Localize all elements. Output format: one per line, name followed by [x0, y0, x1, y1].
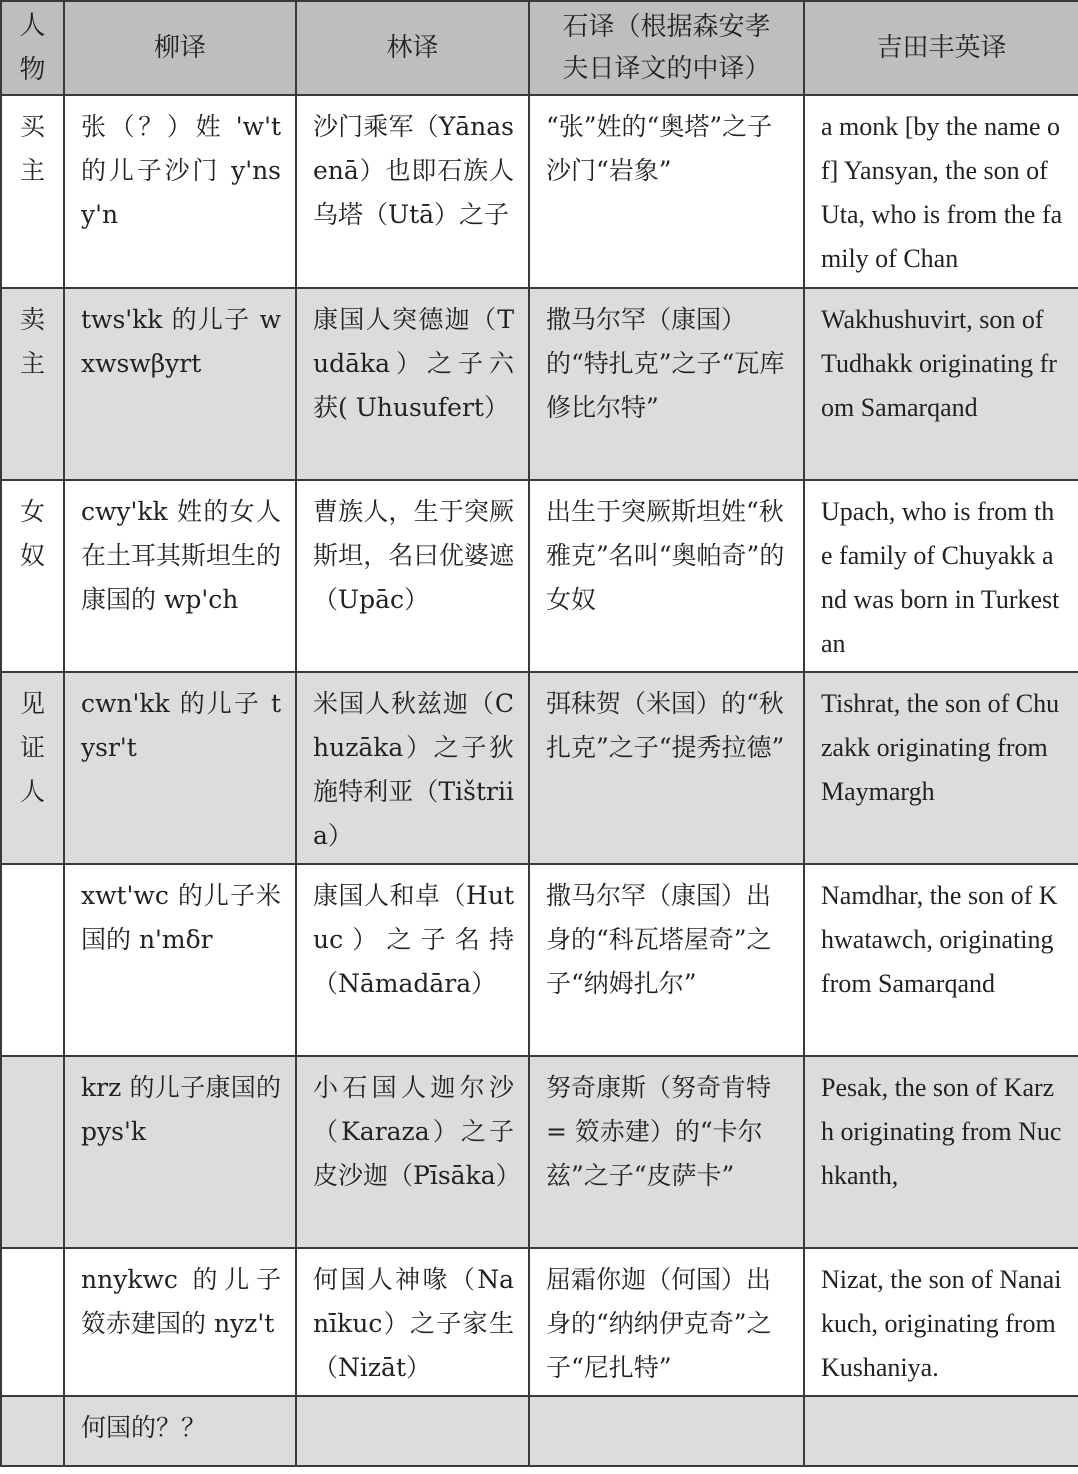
yoshida-cell: Namdhar, the son of Khwatawch, originating from Samarqand [804, 864, 1078, 1056]
yoshida-cell: Nizat, the son of Nanaikuch, originating from Kushaniya. [804, 1248, 1078, 1396]
shi-cell: 努奇康斯（努奇肯特 = 笯赤建）的“卡尔兹”之子“皮萨卡” [529, 1056, 804, 1248]
role-cell [1, 1056, 64, 1248]
header-lin: 林译 [296, 1, 529, 95]
yoshida-cell: Pesak, the son of Karzh originating from Nuchkanth, [804, 1056, 1078, 1248]
shi-cell: 屈霜你迦（何国）出身的“纳纳伊克奇”之子“尼扎特” [529, 1248, 804, 1396]
liu-cell: cwy'kk 姓的女人在土耳其斯坦生的康国的 wp'ch [64, 480, 296, 672]
header-yoshida: 吉田丰英译 [804, 1, 1078, 95]
role-cell: 买主 [1, 95, 64, 288]
liu-cell: cwn'kk 的儿子 tysr't [64, 672, 296, 864]
table-row [1, 1248, 1078, 1396]
header-liu: 柳译 [64, 1, 296, 95]
header-row [1, 1, 1078, 95]
table-row [1, 864, 1078, 1056]
liu-cell: nnykwc 的儿子笯赤建国的 nyz't [64, 1248, 296, 1396]
role-cell [1, 864, 64, 1056]
header-role: 人物 [1, 1, 64, 95]
liu-cell: 何国的？？ [64, 1396, 296, 1466]
lin-cell: 康国人和卓（Hutuc）之子名持（Nāmadāra） [296, 864, 529, 1056]
yoshida-cell: a monk [by the name of] Yansyan, the son of Uta, who is from the family of Chan [804, 95, 1078, 288]
shi-cell: 弭秣贺（米国）的“秋扎克”之子“提秀拉德” [529, 672, 804, 864]
yoshida-cell: Upach, who is from the family of Chuyakk and was born in Turkestan [804, 480, 1078, 672]
header-shi: 石译（根据森安孝夫日译文的中译） [529, 1, 804, 95]
liu-cell: krz 的儿子康国的 pys'k [64, 1056, 296, 1248]
table-row [1, 288, 1078, 480]
table-row [1, 95, 1078, 288]
role-cell [1, 1248, 64, 1396]
role-cell: 见证人 [1, 672, 64, 864]
table-row [1, 672, 1078, 864]
lin-cell: 康国人突德迦（Tudāka）之子六获( Uhusufert） [296, 288, 529, 480]
lin-cell: 沙门乘军（Yānasenā）也即石族人乌塔（Utā）之子 [296, 95, 529, 288]
shi-cell: “张”姓的“奥塔”之子沙门“岩象” [529, 95, 804, 288]
liu-cell: 张（？）姓 'w't 的儿子沙门 y'nsy'n [64, 95, 296, 288]
lin-cell: 小石国人迦尔沙（Karaza）之子皮沙迦（Pīsāka） [296, 1056, 529, 1248]
table-row [1, 480, 1078, 672]
shi-cell [529, 1396, 804, 1466]
lin-cell [296, 1396, 529, 1466]
yoshida-cell: Tishrat, the son of Chuzakk originating from Maymargh [804, 672, 1078, 864]
role-cell: 卖主 [1, 288, 64, 480]
role-cell: 女奴 [1, 480, 64, 672]
shi-cell: 撒马尔罕（康国）出身的“科瓦塔屋奇”之子“纳姆扎尔” [529, 864, 804, 1056]
lin-cell: 米国人秋兹迦（Chuzāka）之子狄施特利亚（Tištriia） [296, 672, 529, 864]
shi-cell: 撒马尔罕（康国）的“特扎克”之子“瓦库修比尔特” [529, 288, 804, 480]
lin-cell: 何国人神喙（Nanīkuc）之子家生（Nizāt） [296, 1248, 529, 1396]
yoshida-cell [804, 1396, 1078, 1466]
shi-cell: 出生于突厥斯坦姓“秋雅克”名叫“奥帕奇”的女奴 [529, 480, 804, 672]
role-cell [1, 1396, 64, 1466]
table-row [1, 1396, 1078, 1466]
liu-cell: tws'kk 的儿子 wxwswβyrt [64, 288, 296, 480]
liu-cell: xwt'wc 的儿子米国的 n'mδr [64, 864, 296, 1056]
lin-cell: 曹族人，生于突厥斯坦，名曰优婆遮（Upāc） [296, 480, 529, 672]
table-row [1, 1056, 1078, 1248]
yoshida-cell: Wakhushuvirt, son of Tudhakk originating from Samarqand [804, 288, 1078, 480]
